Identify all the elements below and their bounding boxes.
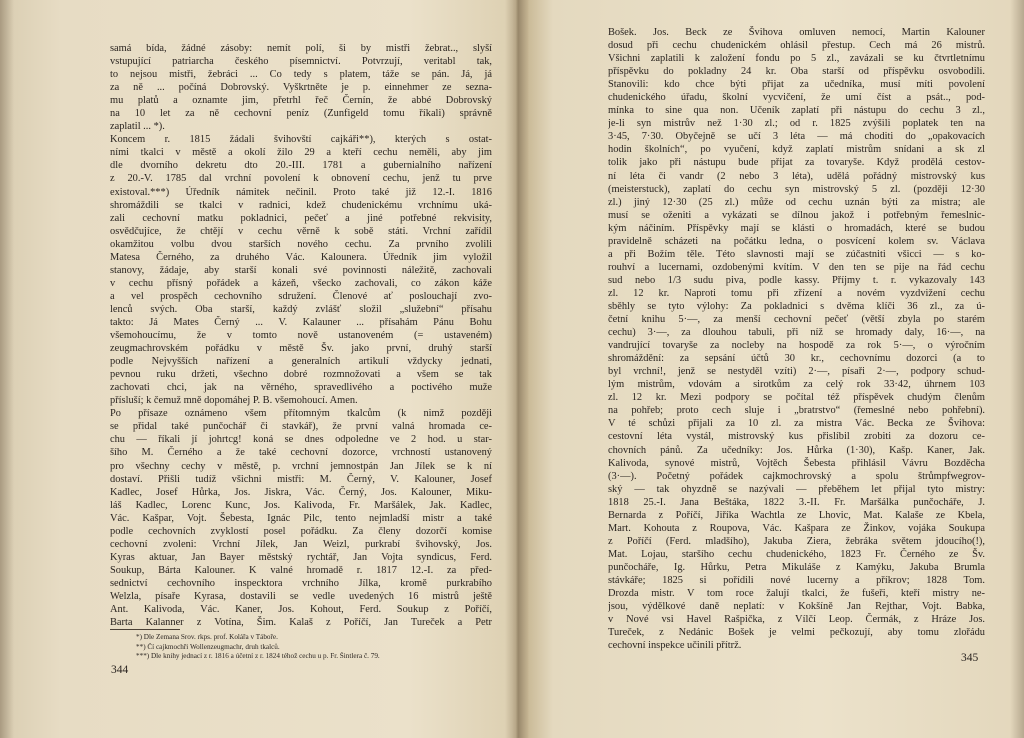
text-line: přísluší; k čemuž mně dopomáhej P. B. všemohoucí. Amen. (110, 395, 358, 407)
text-line: četní knihu 5·—, za menší cechovní pečeť (větší zbyla po starém (608, 314, 985, 326)
text-line: vandrující tovaryše za nocleby na hospodě za rok 5·—, o výročním (608, 340, 985, 352)
text-line: dostaví. Přišli tudíž všichni mistři: M. Černý, V. Kalouner, Josef (110, 473, 492, 485)
text-line: pevnou ruku držeti, všechno dobré rozmnožovati a všem se tak (110, 369, 492, 381)
text-line: na 10 let za ně cechovní peníz (Zunfigeld tomu říkali) správně (110, 108, 492, 120)
text-line: (meisterstuck), zaplatí do cechu syn mistrovský 5 zl. (později 12·30 (608, 183, 985, 195)
text-line: mínka to sine qua non. Učeník zaplatí při nástupu do cechu 3 zl., (608, 105, 985, 117)
text-line: kým náčiním. Příspěvky mají se klásti o hromadách, které se budou (608, 222, 985, 234)
text-line: byl vrchní!, jenž se nestyděl vzíti) 2·—, písaři 2·—, podpory schud- (608, 366, 985, 378)
text-line: chu — říkali jí johrtcg! koná se dnes odpoledne ve 2 hod. u star- (110, 434, 492, 446)
text-line: sednictví cechovního inspecktora vrchního Jílka, kromě purkrabího (110, 577, 492, 589)
text-line: zl. 12 kr. Naproti tomu při zřízení a novém vyzdvižení cechu (608, 287, 985, 299)
text-line: šího M. Černého a že také cechovní dozorce, vrchností ustanovený (110, 447, 492, 459)
footnote-rule (110, 629, 180, 630)
right-page-text (608, 26, 985, 652)
text-line: V té schůzi přijali za 10 zl. za mistra Vác. Becka ze Švihova: (608, 418, 985, 430)
text-line: zachovati chci, jak na věrného, spravedlivého a poctivého muže (110, 382, 492, 394)
text-line: na pohřeb; proto cech sluje i „bratrstvo“ (řemeslné nebo pohřební). (608, 405, 985, 417)
text-line: lým mistrům, vdovám a sirotkům za celý rok 33·42, úhrnem 103 (608, 379, 985, 391)
text-line: Barta Kalanner z Votína, Šim. Kalaš z Poříčí, Jan Tureček a Petr (110, 617, 492, 629)
text-line: mu platů a oznamte jim, přetrhl řeč Černín, že abbé Dobrovský (110, 95, 492, 107)
text-line: Drozda mistr. V tom roce žalují tkalci, že fušeři, kteří mistry ne- (608, 588, 985, 600)
text-line: za ně ... počíná Dobrovský. Vyškrtněte je p. einnehmer ze sezna- (110, 82, 492, 94)
text-line: a vel prospěch cechovního sdružení. Členové ať poslouchají zvo- (110, 290, 492, 302)
text-line: ními tkalci v městě a okolí žilo 29 a kteří cechu neměli, aby jim (110, 147, 492, 159)
text-line: dosud při cechu chudenickém ohlásil přestup. Cech má 26 mistrů. (608, 40, 985, 52)
text-line: pravidelně scházeti na počátku ledna, o posvícení kolem sv. Václava (608, 235, 985, 247)
text-line: zali cechovní matku pokladnici, pečeť a jiné potřebné rekvisity, (110, 212, 492, 224)
text-line: Vác. Kašpar, Vojt. Šebesta, Ignác Pilc, tento nejmladší mistr a také (110, 512, 492, 524)
text-line: (3·—). Početný pořádek cajkmochrovský a spolu štrůmpfwegrov- (608, 470, 985, 482)
text-line: v Nové vsi Havel Rašpička, z Vílčí Leop. Čermák, z Hráze Jos. (608, 614, 985, 626)
text-line: příspěvku do pokladny 24 kr. Oba starší od příspěvku osvobodili. (608, 66, 985, 78)
text-line: shromáždění: za sepsání účtů 30 kr., cechovnímu dozorci (a to (608, 353, 985, 365)
text-line: chudenického úřadu, školní vycvičení, že umí číst a psát.., pod- (608, 92, 985, 104)
text-line: v cechu přísný pořádek a kázeň, všecko zachovali, co zákon káže (110, 277, 492, 289)
text-line: zeugmachrovském pořádku v městě Šv. jako první, druhý starší (110, 343, 492, 355)
text-line: existoval.***) Úředník námitek nečinil. Proto také již 12.-I. 1816 (110, 186, 492, 198)
text-line: Welzla, písaře Kyrasa, dostavili se vedle uvedených 16 mistrů ještě (110, 590, 492, 602)
text-line: jsou, výdělkové daně neplatí: v Kokšíně Jan Rejthar, Vojt. Babka, (608, 601, 985, 613)
text-line: cestovní léta vystál, mistrovský kus přislíbil zrobiti za dozoru ce- (608, 431, 985, 443)
text-line: Po přísaze oznámeno všem přítomným tkalcům (k nimž později (110, 408, 492, 420)
text-line: stanovy, žádaje, aby starší konali své povinnosti náležitě, zachovali (110, 264, 492, 276)
right-page-number: 345 (961, 652, 979, 664)
text-line: Ant. Kalivoda, Vác. Kaner, Jos. Kohout, Ferd. Soukup z Poříčí, (110, 604, 492, 616)
text-line: takto: Já Mates Černý ... V. Kalauner ... přísahám Pánu Bohu (110, 316, 492, 328)
text-line: Kadlec, Josef Hůrka, Jos. Jiskra, Vác. Černý, Jos. Kalouner, Miku- (110, 486, 492, 498)
text-line: Soukup, Bárta Kalouner. K valné hromadě r. 1817 12.-I. za před- (110, 564, 492, 576)
text-line: musí se oženiti a vykázati se dílnou jakož i potřebným řemeslnic- (608, 209, 985, 221)
text-line: rouhví a lucernami, ozdobenými kvítím. V den ten se pije na řád cechu (608, 261, 985, 273)
text-line: Mat. Lojau, staršího cechu chudenického, 1823 Fr. Černého ze Šv. (608, 548, 985, 560)
text-line: 3·45, 7·30. Obyčejně se učí 3 léta — má choditi do „opakovacích (608, 131, 985, 143)
text-line: z Poříčí (Ferd. mladšího), Jakuba Ziera, žebráka světem jdoucího(!), (608, 535, 985, 547)
right-page (515, 0, 1024, 738)
text-line: **) Čí cajkmochři Wollenzeugmachr, druh tkalců. (136, 642, 280, 651)
text-line: vstupující patriarcha českého písemnictví. Potvrzují, veritabl tak, (110, 56, 492, 68)
text-line: hodin školních“, po vyučení, když zaplatí mistrům snídani a sk zl (608, 144, 985, 156)
left-page-number: 344 (111, 664, 129, 676)
text-line: shromáždili se tkalci v radnici, kdež chudenickému vrchnímu uká- (110, 199, 492, 211)
text-line: zl.) jiný 12·30 (25 zl.) může od cechu uznán býti za mistra; ale (608, 196, 985, 208)
text-line: samá bída, žádné zásoby: nemít polí, ši by mistři žebrat.., slyší (110, 43, 492, 54)
text-line: okamžitou volbu dvou starších nového cechu. Za prvního zvolili (110, 238, 492, 250)
text-line: Kalivoda, synové mistrů, Vojtěch Šebesta přihlásil Vávru Bozděcha (608, 457, 985, 469)
text-line: Kyras aktuar, Jan Bayer městský rychtář, Jan Vojta syndicus, Ferd. (110, 551, 492, 563)
text-line: z 20.-V. 1785 dal vrchní povolení k obnovení cechu, jenž tu prve (110, 173, 492, 185)
left-page-text (110, 42, 492, 629)
text-line: lenců svých. Oba starší, každý zvlášť složil „služební“ přísahu (110, 303, 492, 315)
text-line: sběhly se tyto výlohy: Za pokladnici s dvěma klíči 36 zl., za ú- (608, 300, 985, 312)
text-line: cechu) 3·—, za dlouhou tabuli, při níž se hromady daly, 16·—, na (608, 327, 985, 339)
text-line: punčocháře, Ig. Hůrku, Petra Mikuláše z Kamýku, Jakuba Brumla (608, 561, 985, 573)
text-line: dle dvorního dekretu dto 20.-III. 1781 a gubernialního nařízení (110, 160, 492, 172)
text-line: Koncem r. 1815 žádali švihovští cajkáři**), kterých s ostat- (110, 134, 492, 146)
text-line: *) Dle Zemana Srov. rkps. prof. Kolářa v Táboře. (136, 633, 278, 641)
text-line: Bernarda z Poříčí, Jiříka Wachtla ze Lhovic, Mat. Kalaše ze Kbela, (608, 509, 985, 521)
text-line: Mart. Kohouta z Roupova, Vác. Kašpara ze Žinkov, vojáka Soukupa (608, 522, 985, 534)
text-line: Stanovili: kdo chce býti přijat za učedníka, musí míti povolení (608, 79, 985, 91)
text-line: ský — tak ohyzdně se nazývali — přeběhem let přijal tyto mistry: (608, 483, 985, 495)
text-line: chovních pánů. Za učedníky: Jos. Hůrka (1·30), Kašp. Kaner, Jak. (608, 444, 985, 456)
text-line: všemohoucímu, že v tomto nově ustanoveném (= ustaveném) (110, 330, 492, 342)
text-line: tolik jako při nástupu bude přijat za tovaryše. Když prodělá cestov- (608, 157, 985, 169)
text-line: to nejsou mistři, žebráci ... Co tedy s platem, táže se pán. Já, já (110, 69, 492, 81)
text-line: zaplatil ... *). (110, 121, 165, 133)
left-page-footnotes (136, 633, 496, 662)
text-line: sud nebo 1/3 sudu piva, podle kassy. Příjmy t. r. vykazovaly 143 (608, 274, 985, 286)
text-line: podle cechovních zvyklostí posel pořádku. Za členy dozorčí komise (110, 525, 492, 537)
text-line: stávkáře; 1825 si pořídili nové lucerny a příkrov; 1828 Tom. (608, 574, 985, 586)
text-line: Matesa Černého, za druhého Vác. Kalounera. Úředník jim vyložil (110, 251, 492, 263)
text-line: je-li syn mistrův než 1·30 zl.; od r. 1825 zvýšili poplatek ten na (608, 118, 985, 130)
text-line: Bošek. Jos. Beck ze Švihova omluven nemocí, Martin Kalouner (608, 27, 985, 38)
text-line: a při Božím těle. Této slavnosti mají se zúčastniti všicci — s ko- (608, 248, 985, 260)
text-line: láš Kadlec, Lorenc Kunc, Jos. Kalivoda, Fr. Maršálek, Jak. Kadlec, (110, 499, 492, 511)
text-line: osvědčujíce, že chtějí v cechu věrně k sobě státi. Vrchní zařídil (110, 225, 492, 237)
text-line: ***) Dle knihy jednací z r. 1816 a účetní z r. 1824 téhož cechu u p. Fr. Šintlera č. 79. (136, 652, 380, 661)
text-line: Všichni zaplatili k založení fondu po 5 zl., zavázali se ku čtvrtletnímu (608, 53, 985, 65)
text-line: cechovní inspekce učinili přítrž. (608, 640, 742, 652)
text-line: zl. 12 kr. Mezi podpory se počítal též příspěvek chudým členům (608, 392, 985, 404)
text-line: ní léta či vandr (2 nebo 3 léta), udělá pořádný mistrovský kus (608, 170, 985, 182)
text-line: Tureček, z Nedánic Bošek je velmi pečkozují, aby tomu zlořádu (608, 627, 985, 639)
text-line: podle Nejvyšších nařízení a generalních artikulí vždycky jednati, (110, 356, 492, 368)
text-line: 1818 25.-I. Jana Beštáka, 1822 3.-II. Fr. Maršálka punčocháře, J. (608, 496, 985, 508)
text-line: pro všechny cechy v městě, p. vrchní jemnostpán Jan Jílek se k ní (110, 460, 492, 472)
text-line: cechovní zvoleni: Vrchní Jílek, Jan Weizl, purkrabí švihovský, Jos. (110, 538, 492, 550)
text-line: se přidal také punčochář či stavkář), že první valná hromada ce- (110, 421, 492, 433)
